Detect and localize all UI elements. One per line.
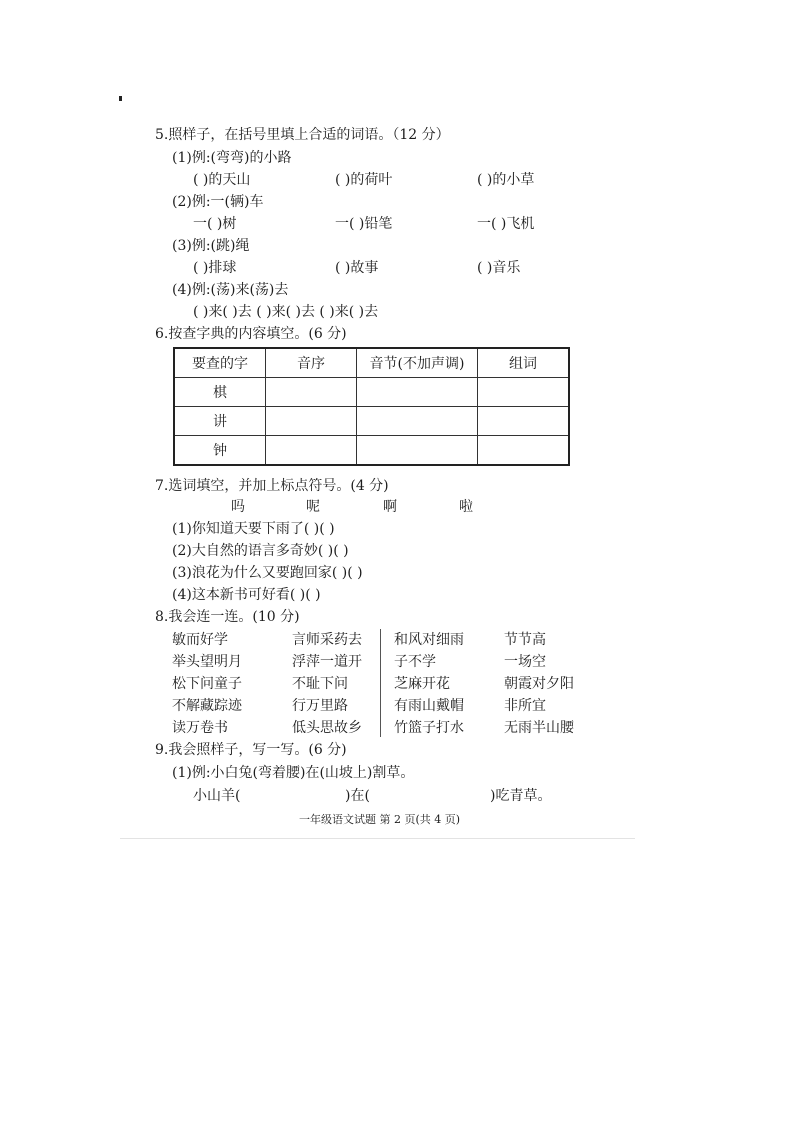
match-item: 读万卷书 xyxy=(172,720,228,736)
q9-blank-part: )在( xyxy=(345,788,370,804)
q7-item: (2)大自然的语言多奇妙( )( ) xyxy=(172,543,349,559)
table-row xyxy=(174,436,569,466)
table-cell-char: 钟 xyxy=(174,436,266,466)
column-divider xyxy=(380,629,381,737)
q5-example-3: (3)例:(跳)绳 xyxy=(172,238,250,254)
match-item: 举头望明月 xyxy=(172,654,242,670)
q7-title: 7.选词填空，并加上标点符号。(4 分) xyxy=(155,478,389,494)
q5-item: ( )来( )去 ( )来( )去 ( )来( )去 xyxy=(193,304,379,320)
match-item: 言师采药去 xyxy=(292,632,362,648)
match-item: 行万里路 xyxy=(292,698,348,714)
table-header: 音节(不加声调) xyxy=(357,348,478,378)
q7-item: (1)你知道天要下雨了( )( ) xyxy=(172,521,335,537)
table-cell-blank xyxy=(266,407,357,436)
table-cell-blank xyxy=(478,407,570,436)
table-cell-char: 讲 xyxy=(174,407,266,436)
q6-title: 6.按查字典的内容填空。(6 分) xyxy=(155,326,347,342)
table-cell-blank xyxy=(478,378,570,407)
match-item: 有雨山戴帽 xyxy=(394,698,464,714)
table-row xyxy=(174,407,569,436)
q7-word: 吗 xyxy=(231,499,245,515)
table-cell-blank xyxy=(478,436,570,466)
match-item: 浮萍一道开 xyxy=(292,654,362,670)
q5-item: ( )音乐 xyxy=(477,260,521,276)
q8-title: 8.我会连一连。(10 分) xyxy=(155,609,300,625)
q5-title: 5.照样子，在括号里填上合适的词语。（12 分） xyxy=(155,127,450,143)
q7-word: 呢 xyxy=(306,499,320,515)
table-cell-blank xyxy=(266,436,357,466)
table-cell-blank xyxy=(266,378,357,407)
match-item: 竹篮子打水 xyxy=(394,720,464,736)
scan-mark xyxy=(119,96,122,101)
match-item: 敏而好学 xyxy=(172,632,228,648)
match-item: 不耻下问 xyxy=(292,676,348,692)
table-row xyxy=(174,378,569,407)
q5-example-1: (1)例:(弯弯)的小路 xyxy=(172,150,292,166)
table-header-row xyxy=(174,348,569,378)
q5-item: ( )故事 xyxy=(335,260,379,276)
q7-word: 啦 xyxy=(459,499,473,515)
q5-item: ( )排球 xyxy=(193,260,237,276)
q5-item: ( )的天山 xyxy=(193,172,251,188)
q9-blank-part: 小山羊( xyxy=(193,788,241,804)
table-header: 要查的字 xyxy=(174,348,266,378)
q9-example: (1)例:小白兔(弯着腰)在(山坡上)割草。 xyxy=(172,765,415,781)
match-item: 非所宜 xyxy=(504,698,546,714)
match-item: 朝霞对夕阳 xyxy=(504,676,574,692)
table-header: 组词 xyxy=(478,348,570,378)
match-item: 不解藏踪迹 xyxy=(172,698,242,714)
match-item: 节节高 xyxy=(504,632,546,648)
match-item: 无雨半山腰 xyxy=(504,720,574,736)
match-item: 一场空 xyxy=(504,654,546,670)
match-item: 松下问童子 xyxy=(172,676,242,692)
q7-item: (3)浪花为什么又要跑回家( )( ) xyxy=(172,565,363,581)
q5-item: 一( )树 xyxy=(193,216,237,232)
match-item: 和风对细雨 xyxy=(394,632,464,648)
match-item: 子不学 xyxy=(394,654,436,670)
q9-blank-part: )吃青草。 xyxy=(490,788,552,804)
q9-title: 9.我会照样子，写一写。(6 分) xyxy=(155,742,347,758)
q7-word: 啊 xyxy=(383,499,397,515)
table-cell-blank xyxy=(357,436,478,466)
match-item: 芝麻开花 xyxy=(394,676,450,692)
page-rule xyxy=(120,838,635,839)
q5-item: ( )的荷叶 xyxy=(335,172,393,188)
table-cell-char: 棋 xyxy=(174,378,266,407)
q5-example-4: (4)例:(荡)来(荡)去 xyxy=(172,282,289,298)
match-item: 低头思故乡 xyxy=(292,720,362,736)
dictionary-table xyxy=(173,347,570,466)
table-cell-blank xyxy=(357,407,478,436)
q5-item: 一( )铅笔 xyxy=(335,216,393,232)
table-cell-blank xyxy=(357,378,478,407)
q5-item: 一( )飞机 xyxy=(477,216,535,232)
q5-example-2: (2)例:一(辆)车 xyxy=(172,194,264,210)
q5-item: ( )的小草 xyxy=(477,172,535,188)
table-header: 音序 xyxy=(266,348,357,378)
page-footer: 一年级语文试题 第 2 页(共 4 页) xyxy=(299,813,461,826)
q7-item: (4)这本新书可好看( )( ) xyxy=(172,587,321,603)
